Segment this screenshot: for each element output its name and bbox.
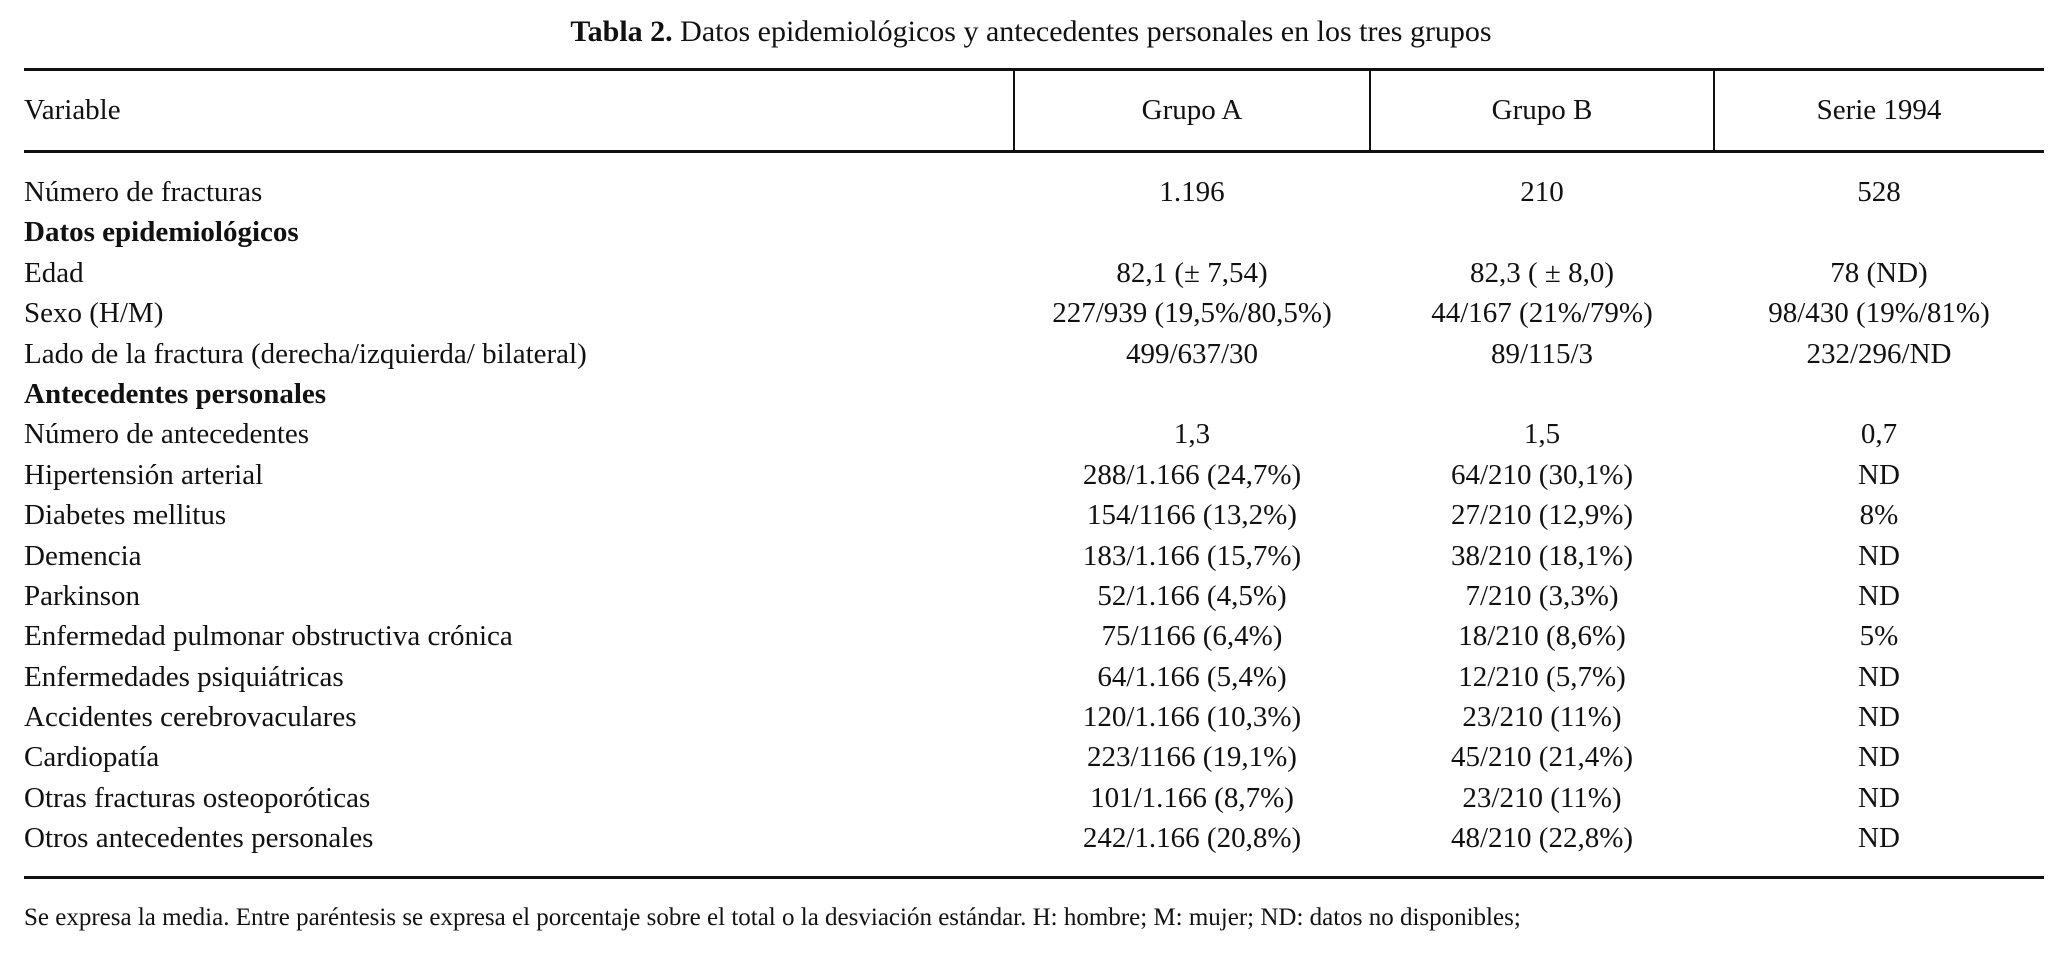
section-header-row bbox=[24, 212, 2044, 252]
cell-grupo-a: 1,3 bbox=[1173, 418, 1211, 451]
cell-variable: Enfermedades psiquiátricas bbox=[24, 660, 344, 693]
table-row bbox=[24, 818, 2044, 858]
cell-grupo-b: 23/210 (11%) bbox=[1462, 701, 1622, 734]
header-variable: Variable bbox=[24, 94, 121, 126]
header-grupo-a: Grupo A bbox=[1141, 94, 1243, 126]
cell-grupo-a: 75/1166 (6,4%) bbox=[1101, 620, 1283, 653]
cell-serie-1994: 232/296/ND bbox=[1806, 337, 1952, 370]
cell-grupo-b: 23/210 (11%) bbox=[1462, 781, 1622, 814]
cell-grupo-a: 183/1.166 (15,7%) bbox=[1082, 539, 1302, 572]
cell-grupo-a: 154/1166 (13,2%) bbox=[1087, 499, 1297, 532]
cell-variable: Edad bbox=[24, 256, 84, 289]
cell-grupo-b: 7/210 (3,3%) bbox=[1465, 579, 1619, 612]
table-row bbox=[24, 293, 2044, 333]
cell-serie-1994: 5% bbox=[1859, 620, 1899, 653]
cell-grupo-a: 1.196 bbox=[1159, 176, 1225, 208]
cell-serie-1994: 8% bbox=[1859, 499, 1899, 532]
table-bottom-rule bbox=[24, 876, 2044, 879]
cell-grupo-a: 227/939 (19,5%/80,5%) bbox=[1052, 297, 1332, 330]
header-divider bbox=[1713, 71, 1715, 151]
table-row bbox=[24, 657, 2044, 697]
cell-grupo-b: 1,5 bbox=[1523, 418, 1561, 451]
cell-serie-1994: ND bbox=[1858, 660, 1900, 693]
cell-serie-1994: ND bbox=[1858, 579, 1900, 612]
cell-variable: Número de antecedentes bbox=[24, 418, 310, 451]
cell-serie-1994: ND bbox=[1858, 539, 1900, 572]
cell-variable: Enfermedad pulmonar obstructiva crónica bbox=[24, 620, 513, 653]
cell-serie-1994: 98/430 (19%/81%) bbox=[1768, 297, 1990, 330]
table-footnote: Se expresa la media. Entre paréntesis se expresa el porcentaje sobre el total o la desviación estándar. H: hombre; M: mujer; ND: datos no disponibles; bbox=[24, 904, 1521, 931]
cell-serie-1994: 78 (ND) bbox=[1830, 256, 1928, 289]
cell-grupo-a: 82,1 (± 7,54) bbox=[1116, 256, 1268, 289]
cell-grupo-b: 12/210 (5,7%) bbox=[1458, 660, 1626, 693]
cell-variable: Otros antecedentes personales bbox=[24, 822, 374, 855]
section-header-row bbox=[24, 374, 2044, 414]
cell-grupo-a: 499/637/30 bbox=[1125, 337, 1259, 370]
cell-grupo-b: 48/210 (22,8%) bbox=[1450, 822, 1634, 855]
table-body bbox=[24, 172, 2044, 859]
cell-serie-1994: ND bbox=[1858, 701, 1900, 734]
cell-grupo-b: 64/210 (30,1%) bbox=[1450, 458, 1634, 491]
cell-grupo-a: 64/1.166 (5,4%) bbox=[1097, 660, 1287, 693]
cell-grupo-b: 44/167 (21%/79%) bbox=[1431, 297, 1653, 330]
cell-grupo-b: 45/210 (21,4%) bbox=[1450, 741, 1634, 774]
cell-serie-1994: ND bbox=[1858, 822, 1900, 855]
table-header bbox=[24, 71, 2044, 150]
cell-variable: Lado de la fractura (derecha/izquierda/ bilateral) bbox=[24, 337, 587, 370]
cell-grupo-a: 120/1.166 (10,3%) bbox=[1082, 701, 1302, 734]
table-caption bbox=[0, 12, 2062, 52]
cell-serie-1994: 0,7 bbox=[1860, 418, 1898, 451]
cell-variable: Otras fracturas osteoporóticas bbox=[24, 781, 371, 814]
cell-variable: Diabetes mellitus bbox=[24, 499, 227, 532]
table-row bbox=[24, 778, 2044, 818]
cell-serie-1994: ND bbox=[1858, 741, 1900, 774]
header-serie-1994: Serie 1994 bbox=[1816, 94, 1942, 126]
table-row bbox=[24, 616, 2044, 656]
cell-variable: Cardiopatía bbox=[24, 741, 160, 774]
cell-variable: Datos epidemiológicos bbox=[24, 216, 299, 249]
table-row bbox=[24, 697, 2044, 737]
cell-variable: Sexo (H/M) bbox=[24, 297, 164, 330]
cell-grupo-a: 288/1.166 (24,7%) bbox=[1082, 458, 1302, 491]
cell-variable: Antecedentes personales bbox=[24, 377, 327, 410]
cell-grupo-a: 101/1.166 (8,7%) bbox=[1090, 781, 1294, 814]
header-divider bbox=[1013, 71, 1015, 151]
cell-grupo-b: 38/210 (18,1%) bbox=[1450, 539, 1634, 572]
table-caption-text: Datos epidemiológicos y antecedentes personales en los tres grupos bbox=[672, 15, 1492, 48]
table-row bbox=[24, 576, 2044, 616]
cell-grupo-b: 82,3 ( ± 8,0) bbox=[1470, 256, 1614, 289]
table-row bbox=[24, 334, 2044, 374]
cell-grupo-b: 89/115/3 bbox=[1490, 337, 1594, 370]
table-caption-label: Tabla 2. bbox=[570, 15, 673, 48]
cell-grupo-a: 242/1.166 (20,8%) bbox=[1082, 822, 1302, 855]
table-row bbox=[24, 495, 2044, 535]
table-row bbox=[24, 455, 2044, 495]
cell-grupo-b: 18/210 (8,6%) bbox=[1458, 620, 1626, 653]
cell-variable: Accidentes cerebrovaculares bbox=[24, 701, 357, 734]
cell-variable: Demencia bbox=[24, 539, 142, 572]
cell-serie-1994: 528 bbox=[1857, 176, 1901, 208]
table-row bbox=[24, 414, 2044, 454]
cell-serie-1994: ND bbox=[1858, 458, 1900, 491]
cell-variable: Número de fracturas bbox=[24, 176, 263, 208]
cell-variable: Hipertensión arterial bbox=[24, 458, 264, 491]
header-grupo-b: Grupo B bbox=[1491, 94, 1593, 126]
cell-serie-1994: ND bbox=[1858, 781, 1900, 814]
cell-grupo-b: 210 bbox=[1520, 176, 1564, 208]
cell-variable: Parkinson bbox=[24, 579, 140, 612]
header-divider bbox=[1369, 71, 1371, 151]
cell-grupo-a: 52/1.166 (4,5%) bbox=[1097, 579, 1287, 612]
table-row bbox=[24, 536, 2044, 576]
table-row bbox=[24, 253, 2044, 293]
table-header-rule bbox=[24, 150, 2044, 153]
table-row bbox=[24, 172, 2044, 212]
cell-grupo-a: 223/1166 (19,1%) bbox=[1087, 741, 1297, 774]
table-row bbox=[24, 737, 2044, 777]
cell-grupo-b: 27/210 (12,9%) bbox=[1450, 499, 1634, 532]
